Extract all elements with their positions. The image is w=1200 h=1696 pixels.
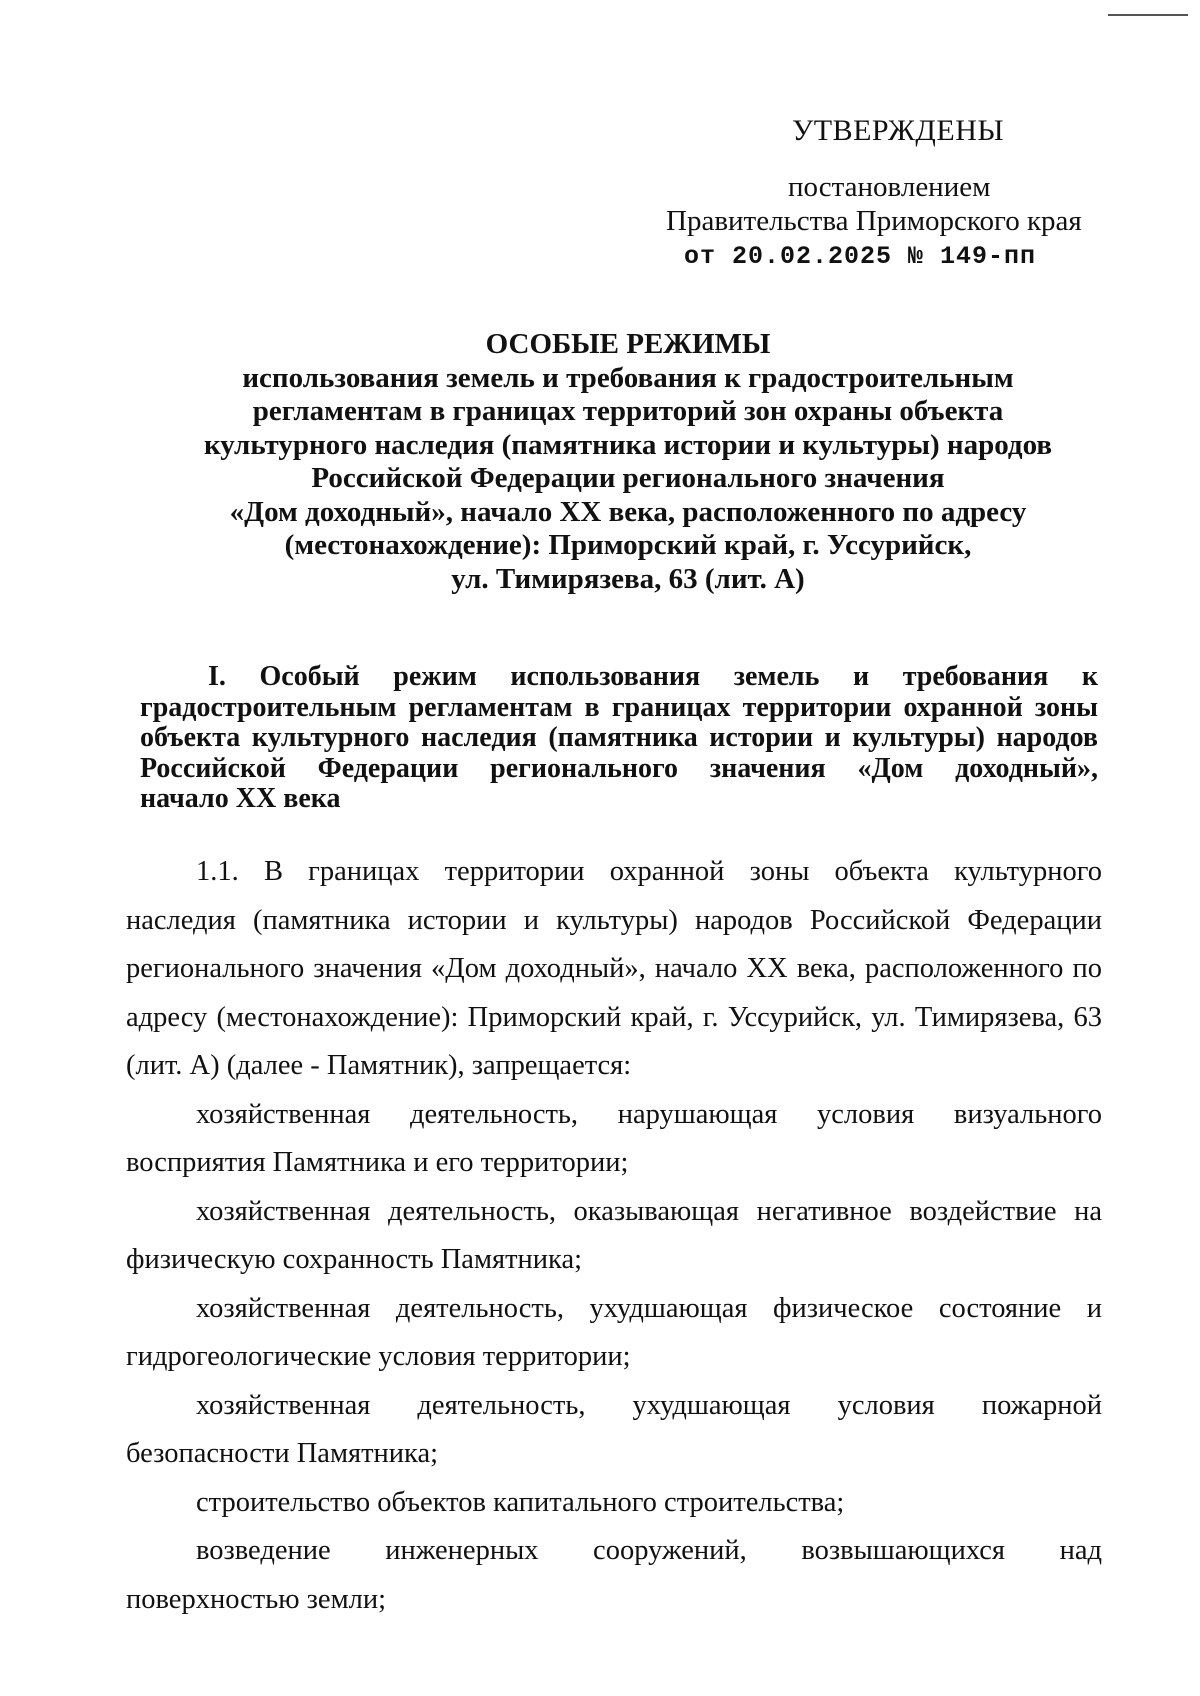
list-item — [126, 1382, 1102, 1479]
document-title-line: регламентам в границах территорий зон охраны объекта — [252, 395, 1004, 427]
document-title-line: Российской Федерации регионального значения — [311, 462, 945, 494]
approval-title: УТВЕРЖДЕНЫ — [792, 114, 1005, 147]
paragraph-line: хозяйственная деятельность, нарушающая условия визуального — [196, 1098, 1102, 1130]
paragraph-line: безопасности Памятника; — [126, 1438, 439, 1469]
approval-line: постановлением — [788, 171, 991, 203]
paragraph-line: строительство объектов капитального строительства; — [196, 1486, 845, 1518]
section-heading-line: I. Особый режим использования земель и требования к — [208, 661, 1098, 692]
document-title-line: «Дом доходный», начало XX века, расположенного по адресу — [229, 495, 1027, 528]
paragraph-line: (лит. А) (далее - Памятник), запрещается: — [126, 1050, 632, 1081]
paragraph-line: поверхностью земли; — [126, 1583, 387, 1615]
list-item — [126, 1091, 1102, 1188]
section-heading-line: начало XX века — [140, 783, 341, 814]
approval-date-number: от 20.02.2025 № 149-пп — [684, 242, 1037, 271]
paragraph-line: возведение инженерных сооружений, возвышающихся над — [196, 1535, 1102, 1566]
section-heading-line: объекта культурного наследия (памятника истории и культуры) народов — [140, 722, 1098, 753]
document-title-main: ОСОБЫЕ РЕЖИМЫ — [485, 328, 771, 360]
paragraph-line: хозяйственная деятельность, оказывающая негативное воздействие на — [196, 1195, 1102, 1227]
approval-line: Правительства Приморского края — [666, 205, 1082, 237]
document-title — [0, 328, 1200, 596]
paragraph-line: 1.1. В границах территории охранной зоны объекта культурного — [196, 856, 1102, 887]
paragraph-line: хозяйственная деятельность, ухудшающая условия пожарной — [196, 1389, 1102, 1421]
section-heading — [140, 662, 1098, 815]
section-heading-line: градостроительным регламентам в границах территории охранной зоны — [140, 691, 1098, 723]
body-text — [126, 848, 1102, 1624]
document-title-line: культурного наследия (памятника истории и культуры) народов — [203, 428, 1053, 461]
document-title-line: ул. Тимирязева, 63 (лит. А) — [451, 562, 805, 595]
scan-corner-mark — [1108, 14, 1188, 16]
paragraph-line: хозяйственная деятельность, ухудшающая физическое состояние и — [196, 1292, 1102, 1324]
paragraph-line: физическую сохранность Памятника; — [126, 1244, 583, 1275]
paragraph-line: регионального значения «Дом доходный», начало XX века, расположенного по — [126, 953, 1102, 984]
list-item — [126, 1479, 1102, 1528]
list-item — [126, 1188, 1102, 1285]
document-title-line: использования земель и требования к градостроительным — [242, 361, 1014, 394]
paragraph-line: адресу (местонахождение): Приморский край, г. Уссурийск, ул. Тимирязева, 63 — [126, 1001, 1102, 1033]
paragraph-line: восприятия Памятника и его территории; — [126, 1147, 629, 1178]
list-item — [126, 1285, 1102, 1382]
paragraph-line: гидрогеологические условия территории; — [126, 1341, 631, 1372]
section-heading-line: Российской Федерации регионального значения «Дом доходный», — [140, 752, 1098, 784]
paragraph-line: наследия (памятника истории и культуры) народов Российской Федерации — [126, 904, 1102, 936]
paragraph-1-1 — [126, 848, 1102, 1091]
list-item — [126, 1527, 1102, 1624]
document-title-line: (местонахождение): Приморский край, г. Уссурийск, — [284, 529, 972, 561]
